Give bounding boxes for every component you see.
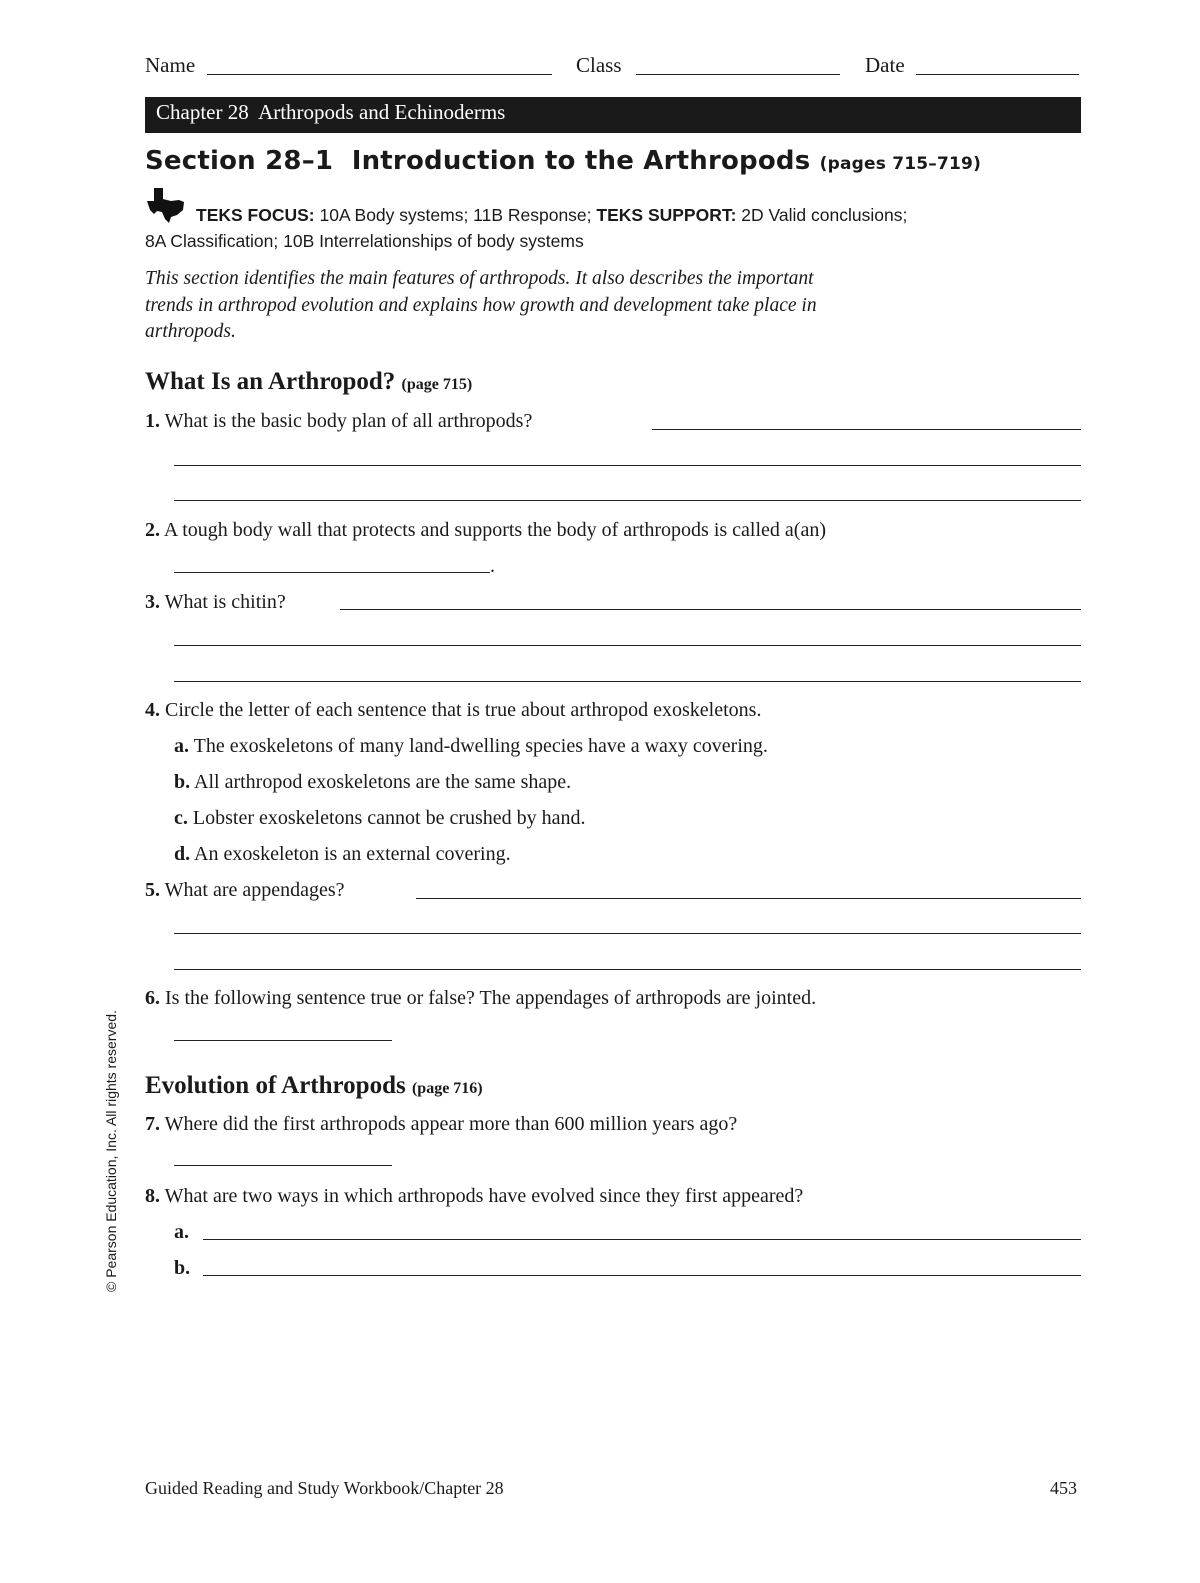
question-number: 3. [145, 591, 160, 613]
option-b[interactable] [174, 771, 571, 794]
subhead-evolution [145, 1072, 483, 1100]
answer-line[interactable] [652, 429, 1081, 430]
option-a[interactable] [174, 735, 768, 758]
question-text: Circle the letter of each sentence that is true about arthropod exoskeletons. [165, 699, 762, 721]
question-6 [145, 987, 816, 1010]
section-pages: (pages 715–719) [819, 154, 982, 174]
subhead-what-is-text: What Is an Arthropod? [145, 368, 396, 395]
teks-focus-label: TEKS FOCUS: [196, 205, 315, 225]
question-7 [145, 1113, 737, 1136]
answer-line[interactable] [174, 1040, 392, 1041]
answer-line[interactable] [203, 1239, 1081, 1240]
chapter-title: Chapter 28 Arthropods and Echinoderms [156, 100, 506, 124]
question-text: What are appendages? [164, 879, 345, 901]
answer-line[interactable] [174, 572, 490, 573]
question-text: Where did the first arthropods appear more than 600 million years ago? [164, 1113, 738, 1135]
question-text: What is the basic body plan of all arthropods? [164, 410, 533, 432]
answer-line[interactable] [174, 500, 1081, 501]
option-letter: a. [174, 735, 189, 757]
teks-support-text: 2D Valid conclusions; [736, 205, 908, 225]
option-text: The exoskeletons of many land-dwelling species have a waxy covering. [193, 735, 768, 757]
answer-line[interactable] [416, 898, 1081, 899]
teks-line-2: 8A Classification; 10B Interrelationships of body systems [145, 231, 584, 251]
subhead-evolution-text: Evolution of Arthropods [145, 1072, 406, 1099]
copyright-notice: © Pearson Education, Inc. All rights reserved. [103, 1010, 119, 1292]
option-letter: b. [174, 771, 191, 793]
answer-line[interactable] [174, 645, 1081, 646]
q8-a-label: a. [174, 1221, 189, 1243]
answer-line[interactable] [174, 933, 1081, 934]
section-intro: This section identifies the main features of arthropods. It also describes the important trends in arthropod evolution and explains how growth and development take place in arthropods. [145, 268, 817, 342]
option-text: Lobster exoskeletons cannot be crushed by hand. [192, 807, 586, 829]
answer-line[interactable] [340, 609, 1081, 610]
option-text: An exoskeleton is an external covering. [194, 843, 511, 865]
question-2-period: . [490, 555, 495, 577]
page-number: 453 [1050, 1478, 1077, 1498]
subhead-what-is-page: (page 715) [401, 376, 473, 393]
question-text: What are two ways in which arthropods have evolved since they first appeared? [164, 1185, 804, 1207]
answer-line[interactable] [174, 969, 1081, 970]
option-c[interactable] [174, 807, 586, 830]
option-text: All arthropod exoskeletons are the same shape. [194, 771, 572, 793]
q8-b-label: b. [174, 1257, 191, 1279]
question-text: What is chitin? [164, 591, 286, 613]
question-8 [145, 1185, 803, 1208]
question-4 [145, 699, 761, 722]
question-number: 8. [145, 1185, 160, 1207]
subhead-what-is [145, 368, 472, 396]
texas-icon [145, 186, 187, 224]
option-d[interactable] [174, 843, 511, 866]
answer-line[interactable] [174, 465, 1081, 466]
question-3 [145, 591, 286, 614]
section-title [145, 146, 981, 176]
option-letter: c. [174, 807, 188, 829]
date-label: Date [865, 53, 905, 77]
question-1 [145, 410, 532, 433]
teks-support-label: TEKS SUPPORT: [596, 205, 737, 225]
name-label: Name [145, 53, 196, 77]
question-2 [145, 519, 826, 542]
date-field[interactable] [916, 74, 1079, 75]
footer-title: Guided Reading and Study Workbook/Chapter 28 [145, 1478, 504, 1498]
question-number: 1. [145, 410, 160, 432]
class-label: Class [576, 53, 622, 77]
question-number: 6. [145, 987, 160, 1009]
question-text: A tough body wall that protects and supports the body of arthropods is called a(an) [163, 519, 826, 541]
question-number: 4. [145, 699, 160, 721]
option-letter: d. [174, 843, 191, 865]
name-field[interactable] [207, 74, 552, 75]
teks-focus-text: 10A Body systems; 11B Response; [314, 205, 597, 225]
question-number: 5. [145, 879, 160, 901]
answer-line[interactable] [174, 681, 1081, 682]
question-number: 2. [145, 519, 160, 541]
answer-line[interactable] [174, 1165, 392, 1166]
question-number: 7. [145, 1113, 160, 1135]
teks-line-1 [196, 205, 907, 226]
question-5 [145, 879, 345, 902]
section-title-text: Section 28–1 Introduction to the Arthropods [145, 146, 811, 176]
answer-line[interactable] [203, 1275, 1081, 1276]
question-text: Is the following sentence true or false? The appendages of arthropods are jointed. [165, 987, 817, 1009]
subhead-evolution-page: (page 716) [411, 1080, 483, 1097]
class-field[interactable] [636, 74, 840, 75]
